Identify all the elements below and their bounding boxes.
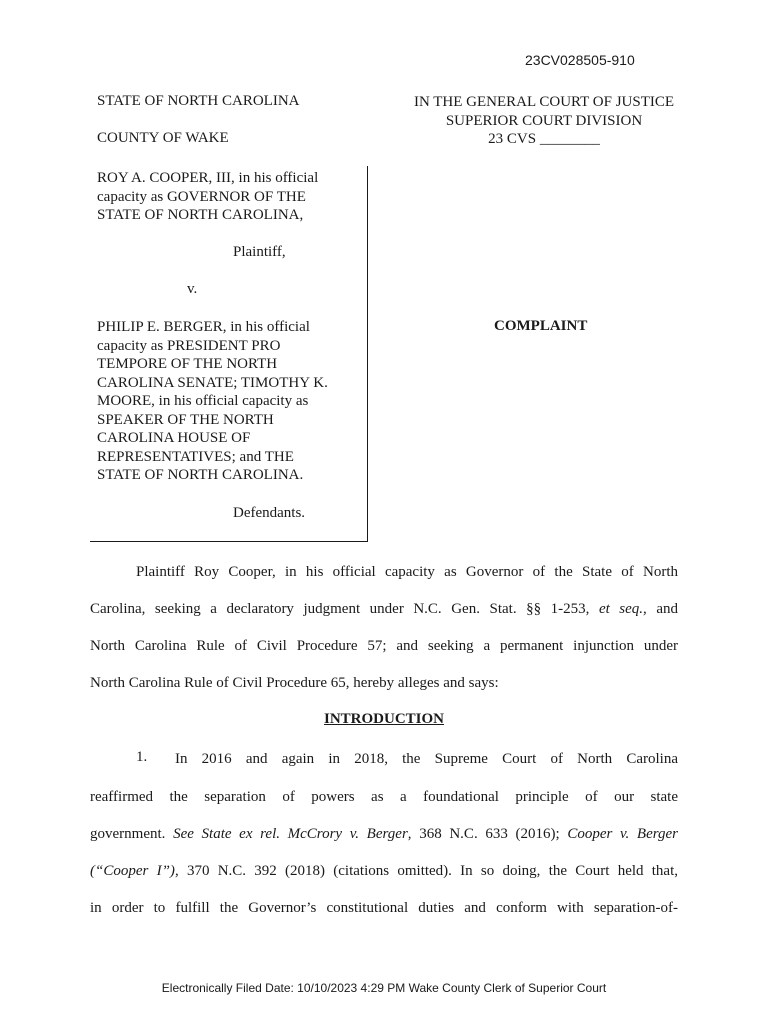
body-line [90, 861, 678, 881]
defendant-line: SPEAKER OF THE NORTH [97, 411, 274, 428]
defendant-line: STATE OF NORTH CAROLINA. [97, 467, 304, 483]
body-line: reaffirmed the separation of powers as a foundational principle of our state [90, 789, 678, 805]
defendant-line: TEMPORE OF THE NORTH [97, 356, 278, 372]
defendant-line: REPRESENTATIVES; and THE [97, 448, 294, 465]
body-line [90, 824, 678, 844]
citation-italic: et seq. [598, 601, 644, 617]
versus-label: v. [187, 281, 198, 297]
body-line: North Carolina Rule of Civil Procedure 65, hereby alleges and says: [90, 675, 499, 691]
defendant-line: CAROLINA SENATE; TIMOTHY K. [97, 374, 328, 391]
body-text: , and [643, 601, 678, 617]
citation-italic: Cooper v. Berger [567, 826, 679, 842]
defendant-line: MOORE, in his official capacity as [97, 393, 309, 409]
document-title: COMPLAINT [494, 318, 588, 334]
body-line [90, 599, 678, 619]
body-text: , 370 N.C. 392 (2018) (citations omitted). In so doing, the Court held that, [174, 863, 679, 879]
plaintiff-line: ROY A. COOPER, III, in his official [97, 170, 319, 186]
court-line-1: IN THE GENERAL COURT OF JUSTICE [413, 94, 675, 110]
court-heading [378, 93, 710, 149]
body-line: Plaintiff Roy Cooper, in his official capacity as Governor of the State of North [136, 564, 678, 580]
body-text: government. [90, 826, 174, 842]
body-line: in order to fulfill the Governor’s constitutional duties and conform with separation-of- [90, 900, 678, 916]
citation-italic: (“Cooper I”) [90, 863, 175, 879]
defendant-line: capacity as PRESIDENT PRO [97, 337, 281, 354]
body-line: North Carolina Rule of Civil Procedure 57; and seeking a permanent injunction under [90, 638, 678, 654]
court-line-2: SUPERIOR COURT DIVISION [445, 112, 643, 129]
paragraph-number: 1. [136, 749, 148, 765]
filing-footer: Electronically Filed Date: 10/10/2023 4:29 PM Wake County Clerk of Superior Court [161, 981, 607, 995]
case-number: 23CV028505-910 [525, 52, 635, 68]
plaintiff-block [97, 169, 318, 225]
defendant-role: Defendants. [233, 505, 306, 521]
defendant-line: CAROLINA HOUSE OF [97, 430, 251, 446]
body-text: , 368 N.C. 633 (2016); [407, 826, 568, 842]
plaintiff-line: STATE OF NORTH CAROLINA, [97, 207, 304, 223]
defendant-line: PHILIP E. BERGER, in his official [97, 319, 310, 335]
county-heading: COUNTY OF WAKE [97, 130, 229, 146]
plaintiff-line: capacity as GOVERNOR OF THE [97, 188, 306, 205]
plaintiff-role: Plaintiff, [233, 244, 286, 260]
body-text: Carolina, seeking a declaratory judgment under N.C. Gen. Stat. §§ 1-253, [90, 601, 599, 617]
defendant-block [97, 318, 328, 485]
citation-italic: See State ex rel. McCrory v. Berger [173, 826, 408, 842]
court-line-3: 23 CVS ________ [488, 131, 600, 147]
body-line: In 2016 and again in 2018, the Supreme Court of North Carolina [175, 751, 678, 767]
state-heading: STATE OF NORTH CAROLINA [97, 93, 300, 109]
section-heading: INTRODUCTION [323, 711, 444, 727]
